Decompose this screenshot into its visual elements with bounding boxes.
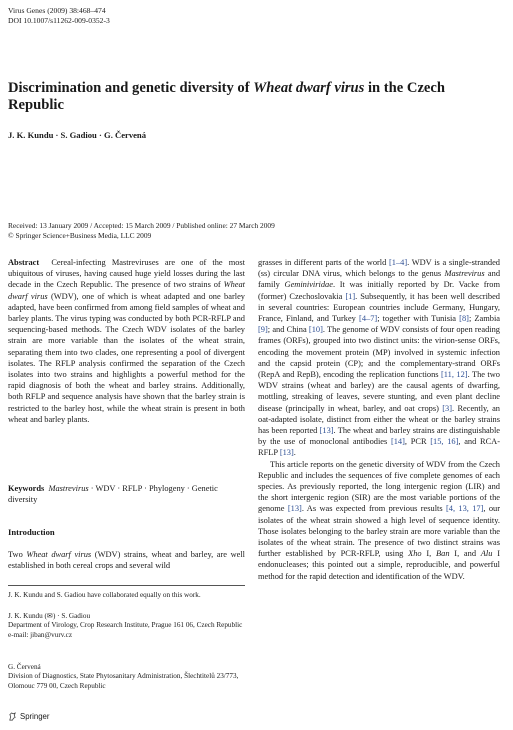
text-run: . WDV is a single-stranded (ss) circular DNA virus, which belongs to the genus (258, 258, 500, 279)
footnote-equal-contribution: J. K. Kundu and S. Gadiou have collaborated equally on this work. (8, 591, 201, 599)
abstract-text-b: (WDV), one of which is wheat adapted and one barley adapted, have been confirmed from among field samples of wheat and barley plants. The virus typing was conducted by both PCR-RFLP and sequencing-based methods. The Czech WDV isolates of the barley strain are more variable than the isolates of the wheat strain, separating them into two clades, one representing a pool of divergent isolates. The RFLP analysis confirmed the separation of the Czech isolates into two strains and highlights a powerful method for the rapid diagnosis of both the wheat and barley strains. Additionally, both RFLP and sequence analysis have shown that the barley strain is restricted to the barley host, while the wheat strain is present in both wheat and barley plants. (8, 291, 245, 424)
text-run: . Recently, an oat-adapted isolate, distinct from either the wheat or the barley strains has been reported (258, 403, 500, 436)
title-virus-name: Wheat dwarf virus (253, 80, 365, 96)
text-run: . Subsequently, it has been well described in several countries: European countries include Germany, Hungary, France, Finland, and Turkey (258, 291, 500, 324)
abstract-text-italic: Wheat dwarf virus (8, 280, 245, 301)
right-paragraph-2 (258, 459, 500, 582)
italic-term: Xho (408, 549, 422, 559)
text-run: I, and (449, 549, 481, 559)
affiliation-2-name: G. Červená (8, 663, 41, 671)
text-run: ; Zambia (468, 314, 501, 324)
reference-link[interactable]: [4–7] (359, 314, 378, 324)
reference-link[interactable]: [1–4] (388, 258, 408, 267)
text-run: I, (421, 549, 437, 559)
publisher-logo (8, 712, 49, 721)
italic-term: Mastrevirus (444, 269, 485, 279)
text-run: , PCR (404, 437, 431, 447)
abstract (8, 257, 245, 425)
text-run: This article reports on the genetic diversity of WDV from the Czech Republic and includes the sequences of five complete genomes of each species. As previously reported, the long intergenic region (LIR) and the short intergenic region (SIR) are the most variable portions of the genome (258, 459, 500, 514)
text-run: . The two WDV strains (wheat and barley) are the causal agents of dwarfing, mottling, streaking of leaves, severe stunting, and even plant decline disease (principally in wheat, barley, and oat crops) (258, 370, 500, 413)
right-paragraph-1 (258, 257, 500, 459)
text-run: , and RCA-RFLP (258, 437, 500, 458)
publisher-name: Springer (20, 712, 50, 721)
text-run: . The wheat and barley strains are distinguishable by the use of monoclonal antibodies (258, 426, 500, 447)
author-list: J. K. Kundu · S. Gadiou · G. Červená (8, 130, 147, 140)
intro-text-italic: Wheat dwarf virus (26, 550, 92, 559)
affiliation-1 (8, 612, 245, 640)
affiliation-1-email[interactable]: e-mail: jiban@vurv.cz (8, 630, 73, 639)
abstract-label: Abstract (8, 258, 40, 267)
text-run: ; and China (267, 325, 309, 335)
doi: DOI 10.1007/s11262-009-0352-3 (8, 16, 110, 25)
introduction-text (8, 549, 245, 571)
dates-line: Received: 13 January 2009 / Accepted: 15 March 2009 / Published online: 27 March 2009 (8, 221, 275, 230)
keywords-rest: · WDV · RFLP · Phylogeny · Genetic diversity (8, 484, 218, 505)
reference-link[interactable]: [13] (287, 504, 302, 514)
title-part2: in the Czech Republic (8, 80, 446, 113)
reference-link[interactable]: [1] (345, 291, 356, 301)
intro-text-b: (WDV) strains, wheat and barley, are well established in both cereal crops and several wild (8, 550, 245, 571)
text-run: grasses in different parts of the world (258, 258, 389, 267)
springer-horse-icon (8, 712, 17, 721)
reference-link[interactable]: [10] (308, 325, 323, 335)
title-part1: Discrimination and genetic diversity of (8, 80, 254, 96)
reference-link[interactable]: [13] (319, 426, 334, 436)
footnote-divider (8, 585, 245, 586)
reference-link[interactable]: [8] (459, 314, 469, 324)
italic-term: Geminiviridae (284, 280, 333, 290)
publication-dates (8, 221, 275, 240)
affiliation-1-department: Department of Virology, Crop Research Institute, Prague 161 06, Czech Republic (8, 621, 243, 630)
italic-term: Alu (480, 549, 493, 559)
reference-link[interactable]: [9] (258, 325, 268, 335)
text-run: ; together with Tunisia (377, 314, 460, 324)
abstract-text-a: Cereal-infecting Mastreviruses are one of the most ubiquitous of viruses, having caused huge yield losses during the last decade in the Czech Republic. The presence of two strains of (8, 258, 245, 290)
reference-link[interactable]: [4, 13, 17] (445, 504, 484, 514)
copyright-line: © Springer Science+Business Media, LLC 2009 (8, 230, 152, 240)
journal-header (8, 6, 110, 26)
text-run: . As was expected from previous results (301, 504, 446, 514)
affiliation-1-names: J. K. Kundu (✉) · S. Gadiou (8, 612, 91, 620)
reference-link[interactable]: [11, 12] (441, 370, 468, 380)
text-run: , our isolates of the wheat strain showed a high level of sequence identity. Those isolates belonging to the barley strain are more variable than the isolates of the wheat strain. The presence of two distinct strains was further established by PCR-RFLP, using (258, 504, 500, 559)
text-run: . The genome of WDV consists of four open reading frames (ORFs), grouped into two distinct units: the virion-sense ORFs, encoding the movement protein (MP) involved in systemic infection and the capsid protein (CP); and the complementary-strand ORFs (RepA and RepB), encoding the replication functions (258, 325, 500, 380)
intro-text-a: Two (8, 550, 27, 559)
keywords-label: Keywords (8, 484, 45, 493)
text-run: I endonucleases; this pointed out a simple, reproducible, and powerful method for the rapid detection and identification of the WDV. (258, 549, 500, 581)
keywords (8, 483, 245, 505)
article-title (8, 80, 488, 114)
italic-term: Ban (436, 549, 450, 559)
affiliation-2-department: Division of Diagnostics, State Phytosanitary Administration, Šlechtitelů 23/773, Olomouc 779 00, Czech Republic (8, 672, 239, 690)
text-run: . It was initially reported by Dr. Vacke from (former) Czechoslovakia (258, 280, 500, 301)
keyword-mastrevirus: Mastrevirus (48, 484, 89, 493)
reference-link[interactable]: [3] (442, 403, 453, 413)
affiliation-2 (8, 663, 245, 691)
reference-link[interactable]: [15, 16] (430, 437, 459, 447)
reference-link[interactable]: [14] (390, 437, 405, 447)
right-column (258, 257, 500, 582)
journal-citation: Virus Genes (2009) 38:468–474 (8, 6, 106, 15)
text-run: . (293, 448, 296, 458)
text-run: and family (258, 269, 501, 290)
reference-link[interactable]: [13] (279, 448, 294, 458)
introduction-heading: Introduction (8, 527, 55, 537)
